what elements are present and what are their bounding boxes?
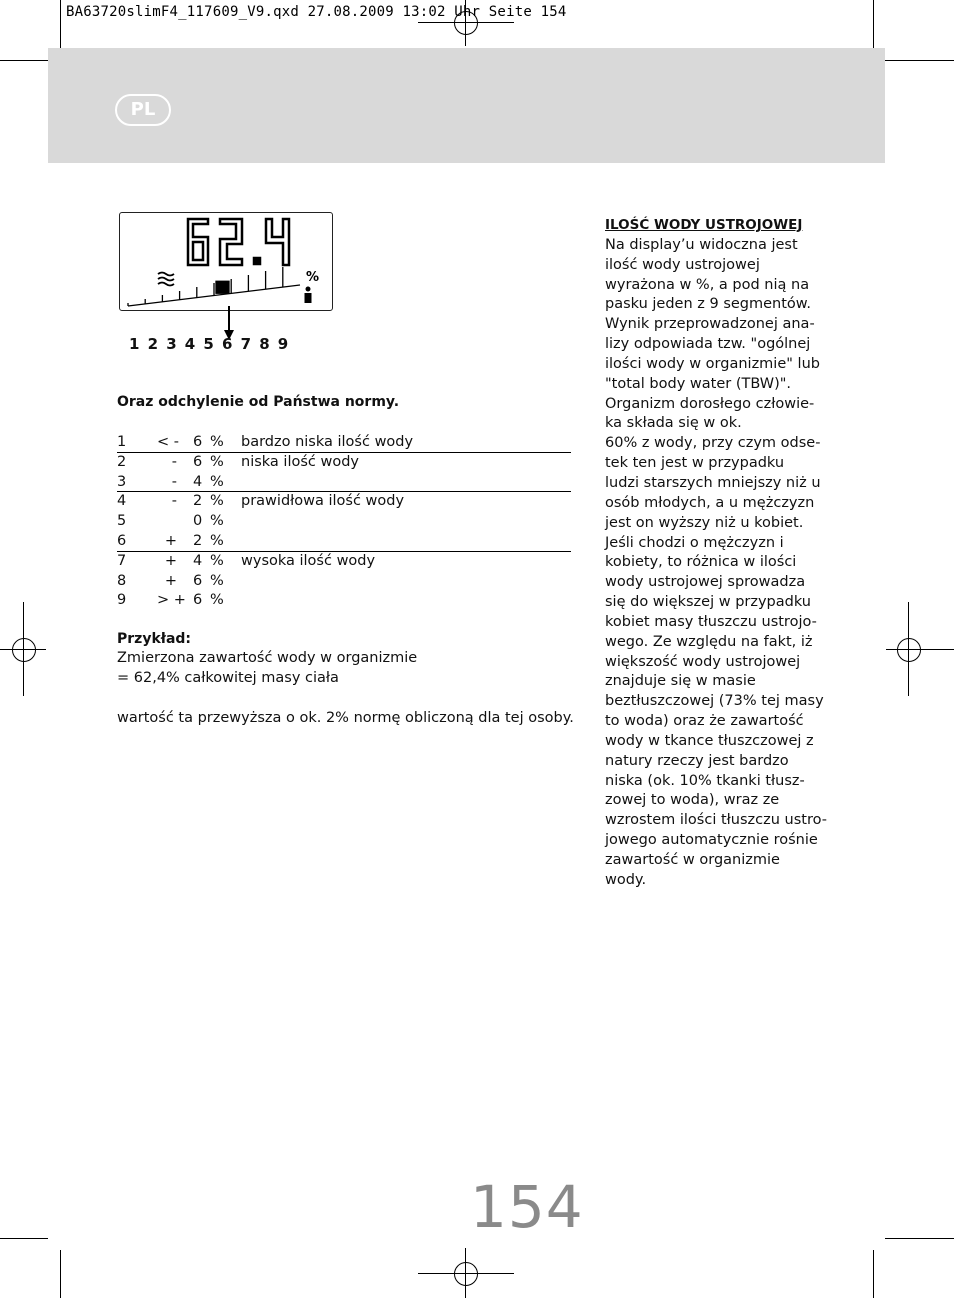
body-text-line: ilość wody ustrojowej xyxy=(605,256,760,273)
body-text-line: niska (ok. 10% tkanki tłusz- xyxy=(605,772,805,789)
body-text-line: osób młodych, a u mężczyzn xyxy=(605,494,815,511)
segment-number: 7 xyxy=(117,552,127,569)
body-text-line: znajduje się w masie xyxy=(605,673,756,690)
example-heading: Przykład: xyxy=(117,631,192,647)
body-text-line: beztłuszczowej (73% tej masy xyxy=(605,693,824,710)
body-text-line: natury rzeczy jest bardzo xyxy=(605,752,789,769)
body-text-line: to woda) oraz że zawartość xyxy=(605,713,804,730)
table-row xyxy=(117,432,571,452)
body-text-line: "total body water (TBW)". xyxy=(605,375,792,392)
crop-mark xyxy=(0,60,48,61)
deviation-unit: % xyxy=(210,592,224,609)
crop-mark xyxy=(873,0,874,48)
print-slug: BA63720slimF4_117609_V9.qxd 27.08.2009 13:02 Uhr Seite 154 xyxy=(66,4,567,20)
body-water-section xyxy=(605,216,827,891)
language-badge: PL xyxy=(115,94,171,126)
body-text-line: ludzi starszych mniejszy niż u xyxy=(605,474,821,491)
crop-mark xyxy=(60,0,61,48)
body-text-line: zawartość w organizmie xyxy=(605,852,780,868)
deviation-sign: - xyxy=(171,453,177,470)
water-wave-icon xyxy=(158,273,174,286)
table-row xyxy=(117,571,571,591)
segment-number: 6 xyxy=(117,533,127,549)
page-number: 154 xyxy=(470,1173,584,1241)
water-level-description: niska ilość wody xyxy=(241,453,359,470)
body-text-line: tek ten jest w przypadku xyxy=(605,455,785,472)
body-text-line: wody ustrojowej sprowadza xyxy=(605,574,806,591)
segment-number: 4 xyxy=(117,493,127,510)
body-text-line: ka składa się w ok. xyxy=(605,415,742,432)
body-text-line: lizy odpowiada tzw. "ogólnej xyxy=(605,336,811,353)
body-text-line: kobiet masy tłuszczu ustrojo- xyxy=(605,613,817,630)
table-row xyxy=(117,551,571,571)
percent-symbol: % xyxy=(306,270,320,285)
display-graphic xyxy=(120,213,334,312)
segment-number-label: 6 xyxy=(222,335,233,353)
crop-mark xyxy=(885,1238,954,1239)
segment-number: 1 xyxy=(117,434,127,450)
water-level-description: bardzo niska ilość wody xyxy=(241,434,414,450)
crop-mark xyxy=(885,60,954,61)
segment-number: 2 xyxy=(117,453,127,470)
table-row xyxy=(117,531,571,551)
segment-number-label: 3 xyxy=(166,335,177,353)
deviation-unit: % xyxy=(210,453,224,470)
header-band xyxy=(48,48,885,163)
deviation-value: 6 xyxy=(193,434,203,450)
deviation-sign: + xyxy=(164,552,177,569)
body-text-line: wzrostem ilości tłuszczu ustro- xyxy=(605,812,827,829)
scale-display xyxy=(119,212,333,311)
body-text-line: zowej to woda), wraz ze xyxy=(605,792,780,809)
deviation-value: 0 xyxy=(193,513,203,530)
deviation-value: 6 xyxy=(193,592,203,609)
deviation-value: 4 xyxy=(193,552,203,569)
body-text-line: Wynik przeprowadzonej ana- xyxy=(605,316,815,333)
deviation-value: 2 xyxy=(193,533,203,549)
crop-mark xyxy=(0,1238,48,1239)
deviation-unit: % xyxy=(210,552,224,569)
body-text-line: Jeśli chodzi o mężczyzn i xyxy=(605,534,784,551)
body-text-line: Na display’u widoczna jest xyxy=(605,236,798,253)
body-text-line: się do większej w przypadku xyxy=(605,594,811,611)
deviation-sign: > + xyxy=(157,592,186,609)
table-row xyxy=(117,472,571,492)
deviation-sign: + xyxy=(164,572,177,589)
section-body xyxy=(605,236,827,891)
segment-ticks xyxy=(128,267,283,306)
deviation-value: 2 xyxy=(193,493,203,510)
table-row xyxy=(117,511,571,531)
deviation-value: 6 xyxy=(193,572,203,589)
segment-number-label: 5 xyxy=(203,335,214,353)
example-value: = 62,4% całkowitej masy ciała xyxy=(117,670,339,686)
deviation-unit: % xyxy=(210,513,224,530)
crop-mark xyxy=(873,1250,874,1298)
body-text-line: ilości wody w organizmie" lub xyxy=(605,355,820,372)
body-text-line: 60% z wody, przy czym odse- xyxy=(605,435,821,452)
body-text-line: wyrażona w %, a pod nią na xyxy=(605,276,810,293)
deviation-unit: % xyxy=(210,493,224,510)
selected-segment-block xyxy=(216,281,229,293)
segment-number-label: 7 xyxy=(240,335,252,353)
deviation-unit: % xyxy=(210,473,224,490)
body-text-line: kobiety, to różnica w ilości xyxy=(605,554,797,571)
seven-segment-reading xyxy=(188,219,289,265)
segment-number-label: 9 xyxy=(277,335,289,353)
person-icon xyxy=(305,287,312,304)
table-row xyxy=(117,590,571,610)
deviation-unit: % xyxy=(210,533,224,549)
deviation-heading: Oraz odchylenie od Państwa normy. xyxy=(117,394,400,410)
deviation-unit: % xyxy=(210,572,224,589)
water-level-description: prawidłowa ilość wody xyxy=(241,493,405,510)
body-text-line: jowego automatycznie rośnie xyxy=(605,832,818,849)
example-conclusion: wartość ta przewyższa o ok. 2% normę obliczoną dla tej osoby. xyxy=(117,710,574,726)
body-text-line: Organizm dorosłego człowie- xyxy=(605,395,815,412)
table-row xyxy=(117,452,571,472)
deviation-value: 6 xyxy=(193,453,203,470)
deviation-sign: + xyxy=(164,533,177,549)
deviation-value: 4 xyxy=(193,473,203,490)
body-text-line: wody w tkance tłuszczowej z xyxy=(605,732,814,749)
segment-number-label: 8 xyxy=(259,335,270,353)
segment-number: 5 xyxy=(117,513,127,530)
body-text-line: wego. Ze względu na fakt, iż xyxy=(605,633,813,650)
segment-number: 3 xyxy=(117,473,127,490)
body-text-line: jest on wyższy niż u kobiet. xyxy=(605,514,804,531)
segment-number-label: 1 xyxy=(129,335,140,353)
water-level-description: wysoka ilość wody xyxy=(241,552,376,569)
deviation-unit: % xyxy=(210,434,224,450)
body-text-line: pasku jeden z 9 segmentów. xyxy=(605,296,811,313)
table-row xyxy=(117,491,571,511)
segment-number: 9 xyxy=(117,592,127,609)
segment-number-label: 4 xyxy=(184,335,196,353)
crop-mark xyxy=(60,1250,61,1298)
segment-number-label: 2 xyxy=(147,335,159,353)
example-measured: Zmierzona zawartość wody w organizmie xyxy=(117,650,418,666)
body-text-line: większość wody ustrojowej xyxy=(605,653,801,670)
body-text-line: wody. xyxy=(605,871,647,888)
segment-number: 8 xyxy=(117,572,127,589)
deviation-sign: < - xyxy=(157,434,179,450)
section-heading: ILOŚĆ WODY USTROJOWEJ xyxy=(605,217,803,233)
deviation-sign: - xyxy=(171,493,177,510)
deviation-sign: - xyxy=(171,473,177,490)
